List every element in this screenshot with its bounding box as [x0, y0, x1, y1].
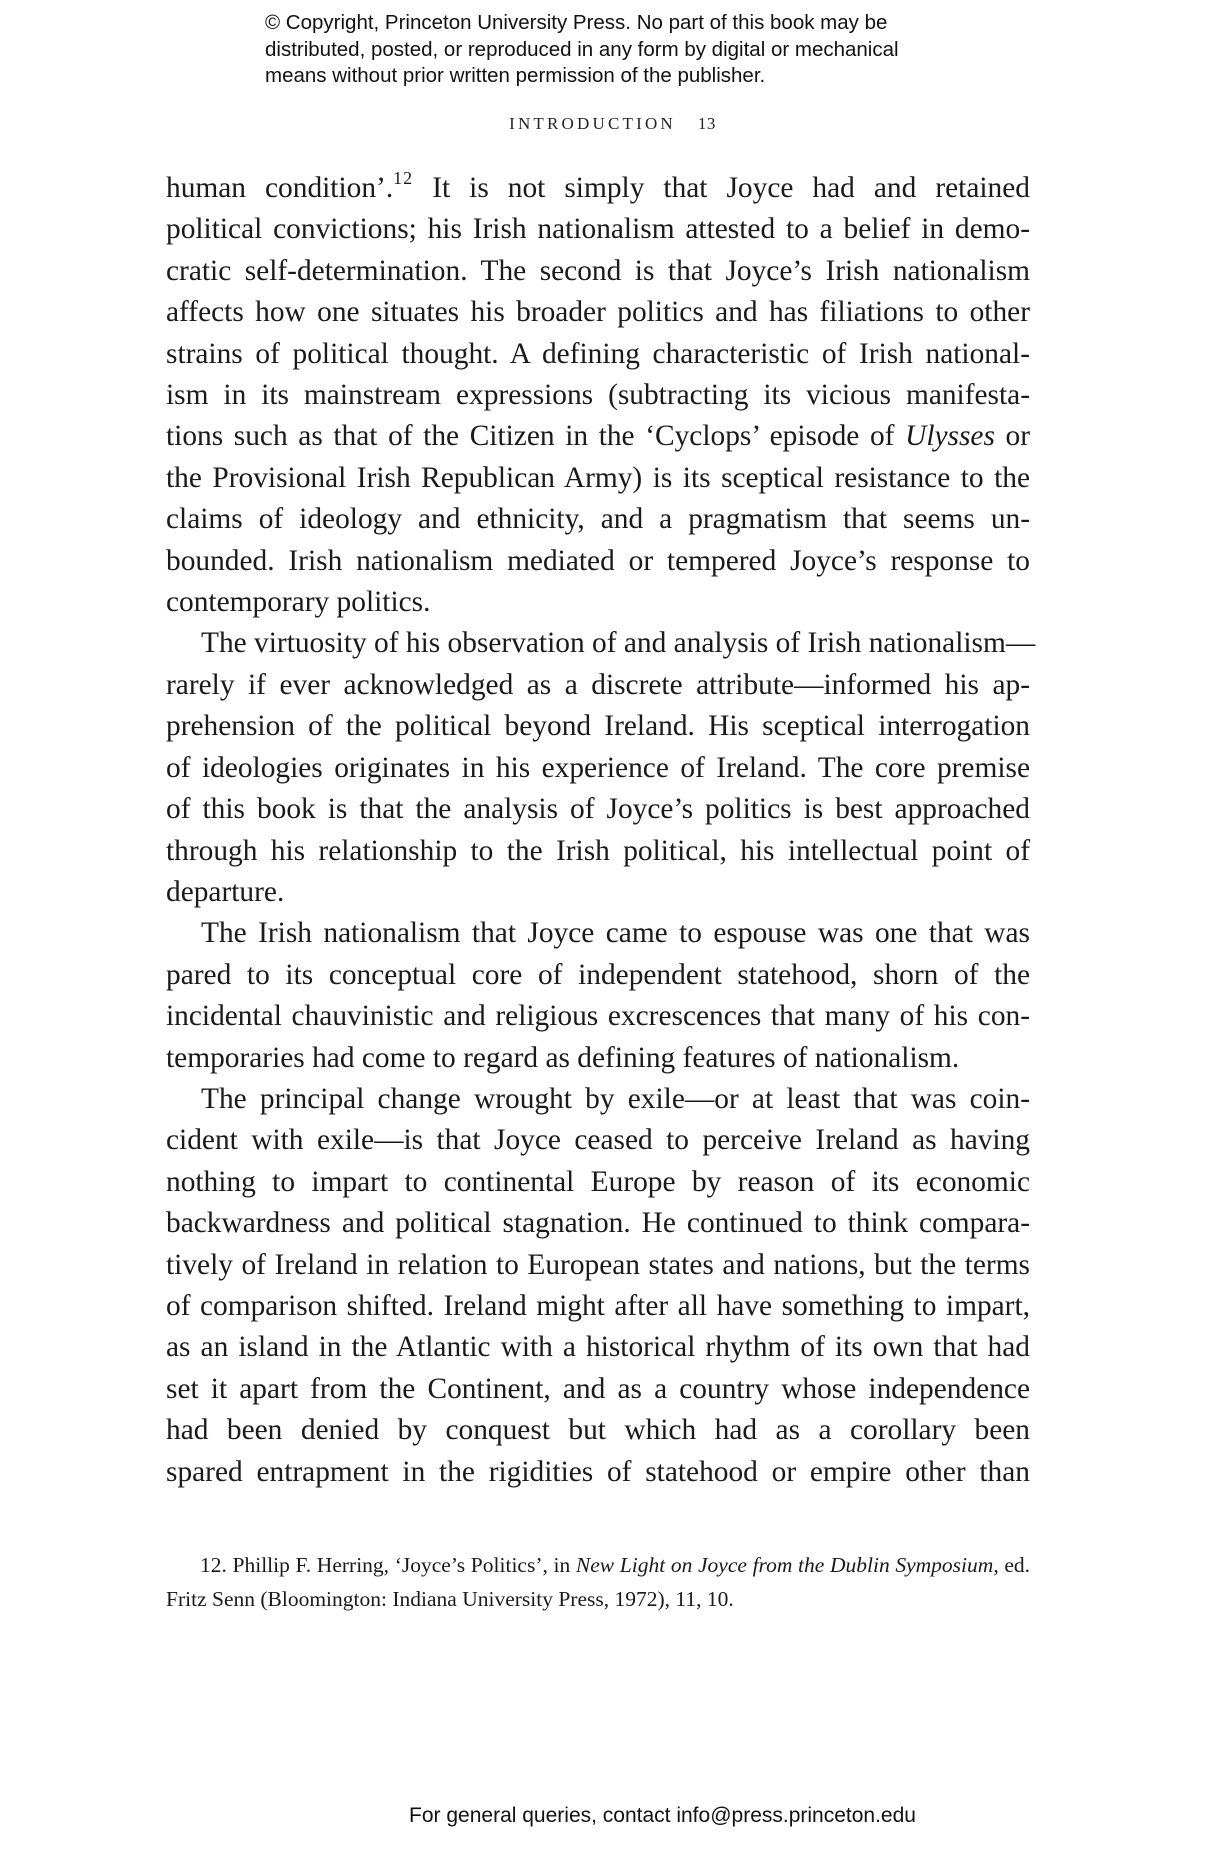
text-fragment: , ed.	[993, 1553, 1031, 1577]
footer-text: For general queries, contact info@press.princeton.edu	[409, 1804, 916, 1827]
text-line: of ideologies originates in his experience of Ireland. The core premise	[166, 751, 1030, 784]
copyright-line: © Copyright, Princeton University Press. No part of this book may be	[265, 11, 888, 34]
text-line	[166, 416, 1030, 457]
text-line	[166, 168, 1030, 209]
text-line: cratic self-determination. The second is that Joyce’s Irish nationalism	[166, 254, 1030, 287]
text-line: political convictions; his Irish nationalism attested to a belief in demo-	[166, 213, 1030, 246]
copyright-line: distributed, posted, or reproduced in any form by digital or mechanical	[265, 37, 899, 61]
text-line: incidental chauvinistic and religious excrescences that many of his con-	[166, 1000, 1030, 1033]
footnote	[166, 1548, 1030, 1616]
text-fragment: 12. Phillip F. Herring, ‘Joyce’s Politics’, in	[200, 1553, 576, 1577]
text-line: departure.	[166, 875, 285, 908]
footer-contact	[0, 1804, 1225, 1828]
page-number: 13	[697, 114, 716, 133]
text-line: of this book is that the analysis of Joyce’s politics is best approached	[166, 793, 1030, 826]
text-line: claims of ideology and ethnicity, and a pragmatism that seems un-	[166, 503, 1030, 536]
text-line: rarely if ever acknowledged as a discrete attribute—informed his ap-	[166, 668, 1030, 701]
text-line: set it apart from the Continent, and as a country whose independence	[166, 1372, 1030, 1405]
paragraph-4	[166, 1079, 1030, 1493]
italic-title: New Light on Joyce from the Dublin Symposium	[575, 1553, 994, 1577]
running-head-section: INTRODUCTION	[509, 114, 676, 133]
text-fragment: It is not simply that Joyce had and retained	[413, 172, 1030, 204]
text-line: temporaries had come to regard as defining features of nationalism.	[166, 1041, 960, 1074]
text-line: The principal change wrought by exile—or at least that was coin-	[201, 1082, 1030, 1115]
copyright-line: means without prior written permission of the publisher.	[265, 64, 766, 87]
text-line: pared to its conceptual core of independent statehood, shorn of the	[166, 958, 1030, 991]
italic-title: Ulysses	[905, 420, 995, 453]
paragraph-2	[166, 623, 1036, 913]
text-line: affects how one situates his broader politics and has filiations to other	[166, 296, 1030, 329]
text-line: cident with exile—is that Joyce ceased to perceive Ireland as having	[166, 1124, 1030, 1157]
text-line: tively of Ireland in relation to European states and nations, but the terms	[166, 1248, 1030, 1281]
text-line: of comparison shifted. Ireland might after all have something to impart,	[166, 1289, 1030, 1322]
copyright-notice	[265, 10, 1045, 90]
text-fragment: tions such as that of the Citizen in the ‘Cyclops’ episode of	[166, 420, 906, 453]
text-line: nothing to impart to continental Europe by reason of its economic	[166, 1165, 1030, 1198]
text-line: the Provisional Irish Republican Army) is its sceptical resistance to the	[166, 461, 1030, 494]
text-line: ism in its mainstream expressions (subtracting its vicious manifesta-	[166, 379, 1030, 412]
text-fragment: or	[994, 420, 1030, 453]
text-line: strains of political thought. A defining characteristic of Irish national-	[166, 337, 1030, 370]
text-line: contemporary politics.	[166, 586, 431, 619]
text-line: prehension of the political beyond Ireland. His sceptical interrogation	[166, 710, 1030, 743]
footnote-line: Fritz Senn (Bloomington: Indiana University Press, 1972), 11, 10.	[166, 1587, 734, 1611]
text-line: as an island in the Atlantic with a historical rhythm of its own that had	[166, 1331, 1030, 1364]
paragraph-3	[166, 913, 1030, 1079]
text-line: had been denied by conquest but which had as a corollary been	[166, 1414, 1030, 1447]
text-line: spared entrapment in the rigidities of statehood or empire other than	[166, 1455, 1030, 1488]
footnote-line	[166, 1548, 1030, 1582]
text-line: The Irish nationalism that Joyce came to espouse was one that was	[201, 917, 1030, 950]
footnote-reference: 12	[393, 168, 414, 188]
text-fragment: human condition’.	[166, 172, 394, 204]
running-head	[0, 114, 1225, 134]
body-text	[166, 168, 1036, 1493]
text-line: bounded. Irish nationalism mediated or tempered Joyce’s response to	[166, 544, 1030, 577]
text-line: through his relationship to the Irish political, his intellectual point of	[166, 834, 1030, 867]
text-line: The virtuosity of his observation of and analysis of Irish nationalism—	[201, 627, 1036, 660]
paragraph-1	[166, 168, 1030, 623]
text-line: backwardness and political stagnation. He continued to think compara-	[166, 1207, 1030, 1240]
